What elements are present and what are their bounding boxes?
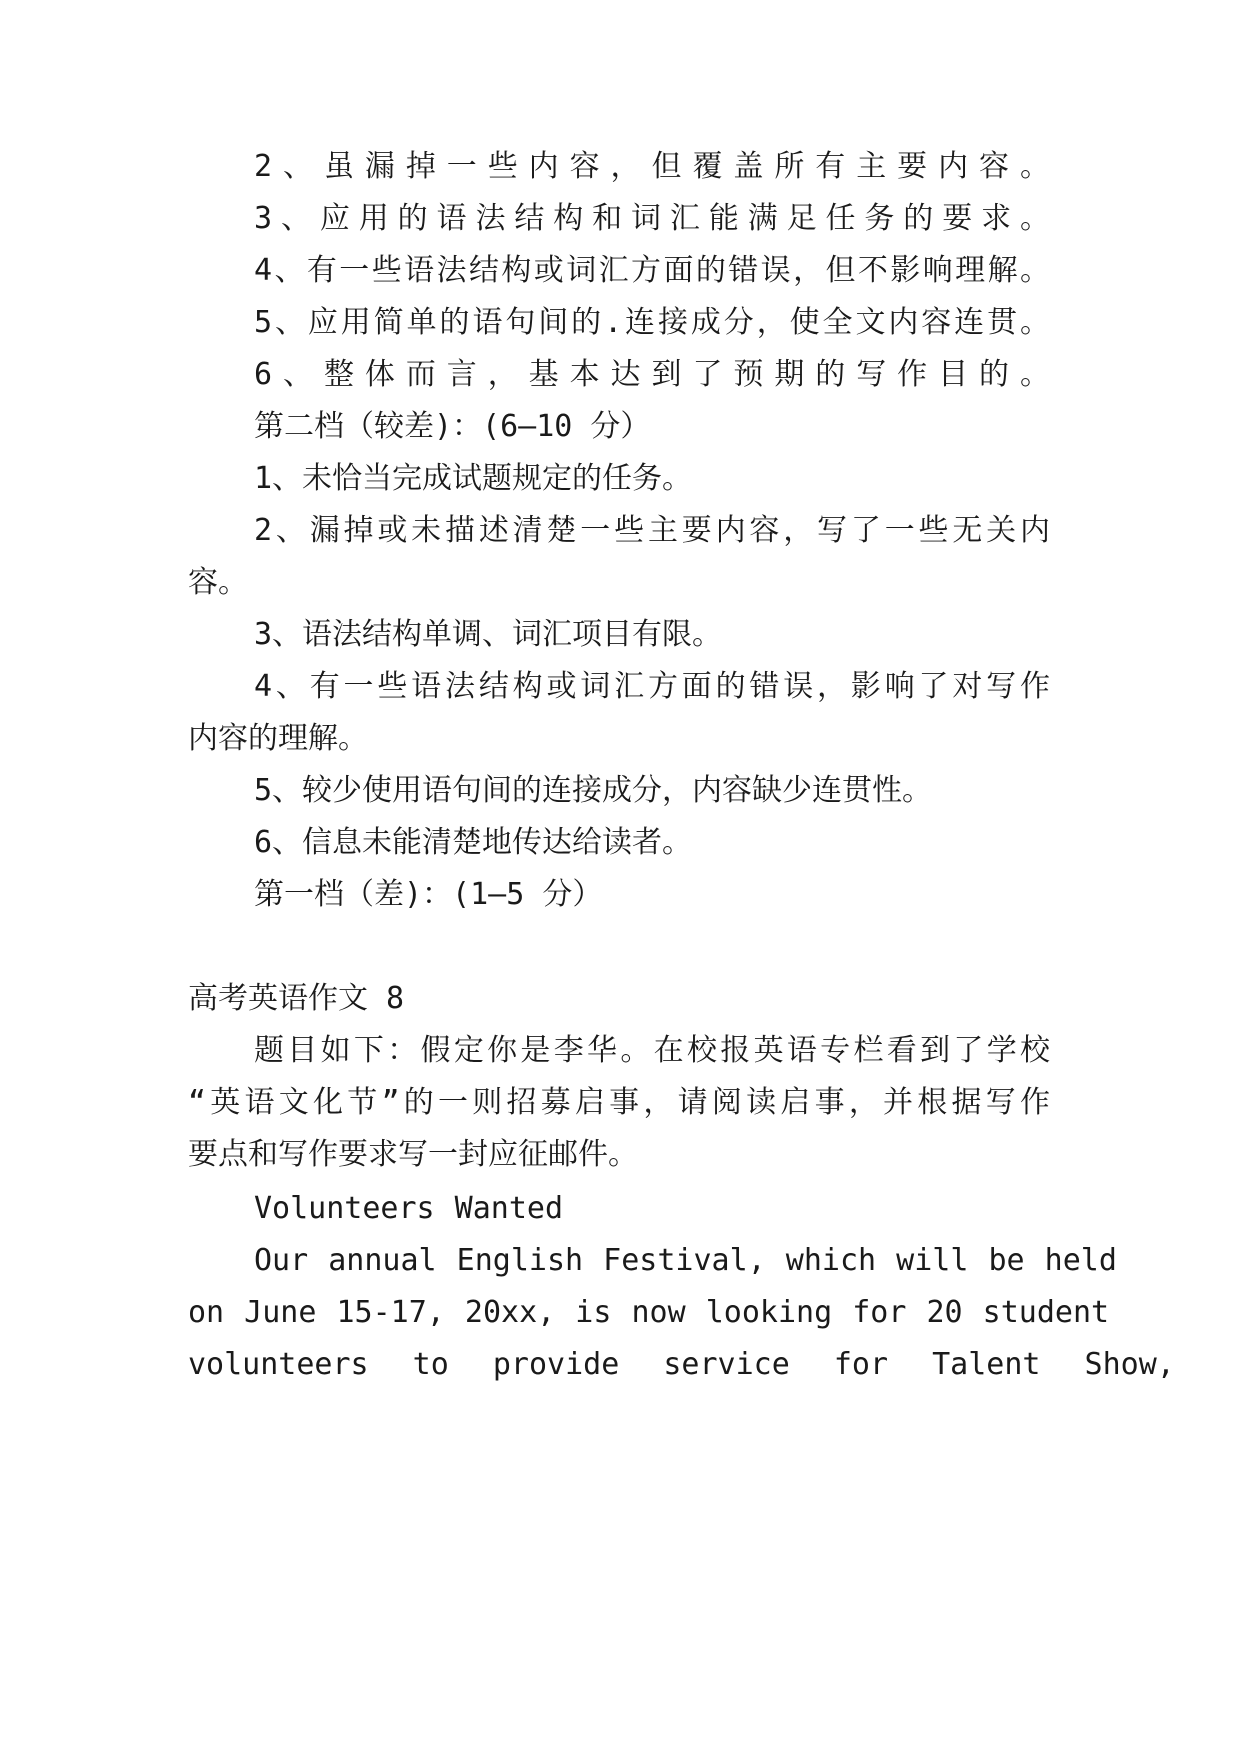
criteria-line: 4、有一些语法结构或词汇方面的错误，影响了对写作 xyxy=(254,669,1050,704)
criteria-line: 2、虽漏掉一些内容，但覆盖所有主要内容。 xyxy=(254,149,1050,184)
criteria-line: 6、信息未能清楚地传达给读者。 xyxy=(254,825,693,860)
criteria-line: 2、漏掉或未描述清楚一些主要内容，写了一些无关内 xyxy=(254,513,1050,548)
criteria-line: 1、未恰当完成试题规定的任务。 xyxy=(254,461,693,496)
grade-heading: 第二档（较差)：(6—10 分） xyxy=(254,409,651,444)
criteria-line: 4、有一些语法结构或词汇方面的错误，但不影响理解。 xyxy=(254,253,1050,288)
grade-heading: 第一档（差)：(1—5 分） xyxy=(254,877,603,912)
criteria-line: 6、整体而言，基本达到了预期的写作目的。 xyxy=(254,357,1050,392)
criteria-line: 5、较少使用语句间的连接成分，内容缺少连贯性。 xyxy=(254,773,933,808)
section-title: 高考英语作文 8 xyxy=(188,981,405,1016)
criteria-line-continued: 内容的理解。 xyxy=(188,721,368,756)
criteria-line-continued: 容。 xyxy=(188,565,248,600)
criteria-line: 3、应用的语法结构和词汇能满足任务的要求。 xyxy=(254,201,1050,236)
criteria-line: 5、应用简单的语句间的.连接成分，使全文内容连贯。 xyxy=(254,305,1050,340)
prompt-line: 要点和写作要求写一封应征邮件。 xyxy=(188,1137,638,1172)
notice-title: Volunteers Wanted xyxy=(254,1191,564,1226)
notice-line: on June 15-17, 20xx, is now looking for 20 student xyxy=(188,1295,1110,1330)
prompt-line: “英语文化节”的一则招募启事，请阅读启事，并根据写作 xyxy=(188,1085,1050,1120)
criteria-line: 3、语法结构单调、词汇项目有限。 xyxy=(254,617,723,652)
notice-line: Our annual English Festival, which will be held xyxy=(254,1243,1117,1278)
prompt-line: 题目如下：假定你是李华。在校报英语专栏看到了学校 xyxy=(254,1033,1050,1068)
notice-line: volunteers to provide service for Talent Show, xyxy=(188,1347,1175,1382)
